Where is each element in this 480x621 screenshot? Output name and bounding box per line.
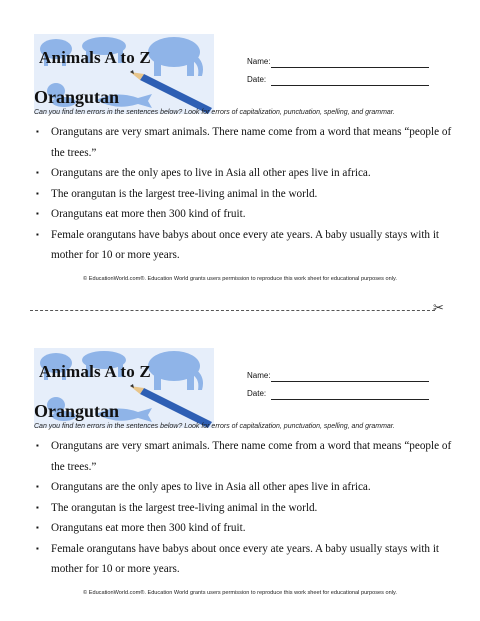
sentence-text: The orangutan is the largest tree-living animal in the world. bbox=[51, 187, 318, 200]
name-field bbox=[247, 371, 271, 380]
date-label: Date: bbox=[247, 75, 267, 84]
worksheet-top bbox=[0, 0, 480, 300]
name-field bbox=[247, 57, 271, 66]
bullet-icon: ▪ bbox=[36, 209, 39, 218]
date-label: Date: bbox=[247, 389, 267, 398]
sentence-text: Orangutans are the only apes to live in Asia all other apes live in africa. bbox=[51, 481, 371, 493]
bullet-icon: ▪ bbox=[36, 523, 39, 532]
sentence-text: Female orangutans have babys about once every ate years. A baby usually stays with it mother for 10 or more years. bbox=[51, 542, 440, 575]
date-line[interactable] bbox=[271, 399, 429, 400]
worksheet-bottom bbox=[0, 314, 480, 614]
bullet-icon: ▪ bbox=[36, 441, 39, 450]
list-item bbox=[34, 122, 454, 163]
bullet-icon: ▪ bbox=[36, 127, 39, 136]
bullet-icon: ▪ bbox=[36, 229, 39, 239]
copyright-notice: © EducationWorld.com®. Education World grants users permission to reproduce this work sheet for educational purposes only. bbox=[83, 590, 397, 596]
cut-line bbox=[30, 310, 435, 311]
bullet-icon: ▪ bbox=[36, 168, 39, 177]
list-item bbox=[34, 539, 454, 580]
bullet-icon: ▪ bbox=[36, 543, 39, 553]
list-item bbox=[34, 184, 454, 205]
instructions: Can you find ten errors in the sentences below? Look for errors of capitalization, punctuation, spelling, and grammar. bbox=[34, 423, 395, 430]
sentence-list bbox=[34, 436, 454, 580]
list-item bbox=[34, 498, 454, 519]
name-label: Name: bbox=[247, 371, 271, 380]
list-item bbox=[34, 518, 454, 539]
banner-title: Animals A to Z bbox=[39, 48, 151, 67]
date-field bbox=[247, 75, 266, 84]
date-line[interactable] bbox=[271, 85, 429, 86]
bullet-icon: ▪ bbox=[36, 502, 39, 512]
sentence-text: The orangutan is the largest tree-living animal in the world. bbox=[51, 501, 318, 514]
name-line[interactable] bbox=[271, 67, 429, 68]
sentence-text: Orangutans are the only apes to live in Asia all other apes live in africa. bbox=[51, 167, 371, 179]
name-label: Name: bbox=[247, 57, 271, 66]
instructions: Can you find ten errors in the sentences below? Look for errors of capitalization, punctuation, spelling, and grammar. bbox=[34, 109, 395, 116]
bullet-icon: ▪ bbox=[36, 482, 39, 491]
bullet-icon: ▪ bbox=[36, 188, 39, 198]
list-item bbox=[34, 477, 454, 498]
list-item bbox=[34, 436, 454, 477]
list-item bbox=[34, 204, 454, 225]
date-field bbox=[247, 389, 266, 398]
copyright-notice: © EducationWorld.com®. Education World grants users permission to reproduce this work sheet for educational purposes only. bbox=[83, 276, 397, 282]
sentence-text: Orangutans are very smart animals. There name come from a word that means “people of the trees.” bbox=[51, 126, 452, 159]
banner-title: Animals A to Z bbox=[39, 362, 151, 381]
worksheet-title: Orangutan bbox=[34, 87, 120, 107]
sentence-list bbox=[34, 122, 454, 266]
list-item bbox=[34, 163, 454, 184]
sentence-text: Orangutans eat more then 300 kind of fruit. bbox=[51, 208, 246, 220]
worksheet-title: Orangutan bbox=[34, 401, 120, 421]
name-line[interactable] bbox=[271, 381, 429, 382]
sentence-text: Orangutans are very smart animals. There name come from a word that means “people of the trees.” bbox=[51, 440, 452, 473]
scissors-icon: ✂ bbox=[433, 301, 444, 316]
list-item bbox=[34, 225, 454, 266]
sentence-text: Female orangutans have babys about once every ate years. A baby usually stays with it mother for 10 or more years. bbox=[51, 228, 440, 261]
sentence-text: Orangutans eat more then 300 kind of fruit. bbox=[51, 522, 246, 534]
